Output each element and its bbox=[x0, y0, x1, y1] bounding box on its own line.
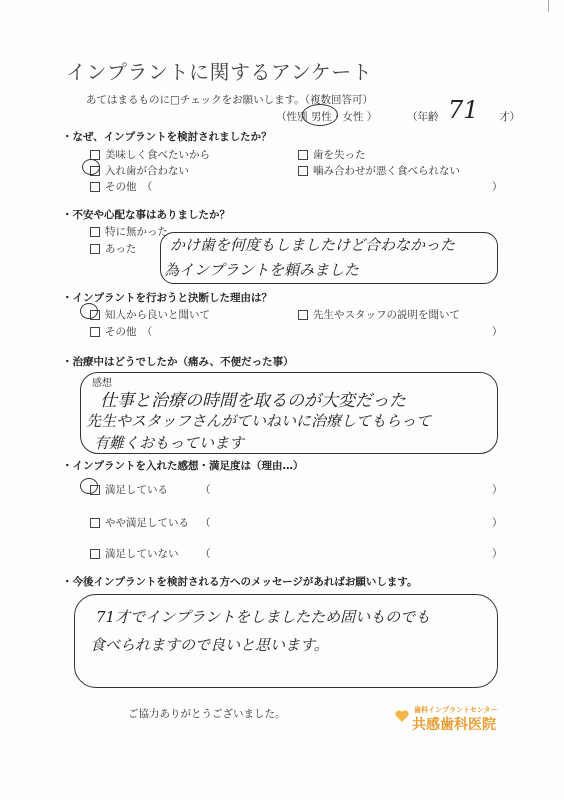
gender-separator: ・ bbox=[331, 111, 343, 123]
checkbox[interactable] bbox=[298, 150, 308, 160]
q5-option-somewhat[interactable] bbox=[90, 515, 189, 530]
q5-close-3: ） bbox=[492, 548, 503, 560]
checkbox[interactable] bbox=[90, 182, 100, 192]
q3-other-close: ） bbox=[492, 326, 503, 338]
q1-other-close: ） bbox=[492, 181, 503, 193]
option-label: 特に無かった bbox=[105, 226, 168, 238]
logo-name: 共感歯科医院 bbox=[412, 717, 496, 733]
age-label: （年齢 bbox=[407, 111, 439, 123]
checkbox[interactable] bbox=[298, 310, 308, 320]
q2-answer-line-2: 為インプラントを頼みました bbox=[164, 261, 360, 279]
instructions-text: あてはまるものに□チェックをお願いします。（複数回答可） bbox=[86, 94, 374, 106]
q1-option-bite[interactable] bbox=[298, 163, 460, 178]
checkbox[interactable] bbox=[90, 327, 100, 337]
q1-option-tasty[interactable] bbox=[90, 147, 210, 162]
heart-logo-icon bbox=[394, 708, 410, 724]
option-label: 満足していない bbox=[105, 548, 179, 560]
page-title: インプラントに関するアンケート bbox=[66, 60, 373, 84]
checkbox[interactable] bbox=[298, 166, 308, 176]
q3-option-acquaintance[interactable] bbox=[90, 307, 210, 322]
question-5: ・ インプラントを入れた感想・満足度は（理由…） bbox=[76, 458, 304, 473]
gender-male: 男性 bbox=[310, 111, 332, 123]
checkbox[interactable] bbox=[90, 549, 100, 559]
gender-female: 女性 bbox=[342, 111, 364, 123]
q5-open-2: （ bbox=[200, 517, 211, 529]
q5-satisfied-checked-ring bbox=[80, 478, 98, 494]
question-3: ・ インプラントを行おうと決断した理由は？ bbox=[76, 290, 272, 305]
q2-option-yes[interactable] bbox=[90, 241, 136, 256]
option-label: 入れ歯が合わない bbox=[105, 165, 189, 177]
q5-option-satisfied[interactable] bbox=[90, 482, 168, 497]
option-label: 噛み合わせが悪く食べられない bbox=[313, 165, 460, 177]
question-6: ・ 今後インプラントを検討される方へのメッセージがあればお願いします。 bbox=[76, 574, 418, 589]
q6-answer-line-2: 食べられますので良いと思います。 bbox=[90, 636, 329, 654]
q5-option-not-satisfied[interactable] bbox=[90, 546, 179, 561]
checkbox[interactable] bbox=[90, 244, 100, 254]
q4-answer-line-2: 先生やスタッフさんがていねいに治療してもらって bbox=[86, 412, 432, 430]
option-label: 知人から良いと聞いて bbox=[105, 309, 210, 321]
q1-option-denture[interactable] bbox=[90, 163, 189, 178]
option-label: その他 （ bbox=[105, 181, 153, 193]
logo-tagline: 歯科インプラントセンター bbox=[414, 706, 498, 714]
question-1: ・ なぜ、インプラントを検討されましたか？ bbox=[76, 129, 272, 144]
checkbox[interactable] bbox=[90, 227, 100, 237]
option-label: その他 （ bbox=[105, 326, 153, 338]
q5-close-2: ） bbox=[492, 517, 503, 529]
page-edge-mark bbox=[548, 0, 549, 12]
q3-option-other[interactable] bbox=[90, 324, 152, 339]
q1-denture-checked-ring bbox=[82, 159, 100, 175]
option-label: 歯を失った bbox=[313, 149, 366, 161]
q1-option-lost-tooth[interactable] bbox=[298, 147, 366, 162]
q4-label-impression: 感想 bbox=[92, 378, 112, 389]
q5-close-1: ） bbox=[492, 484, 503, 496]
age-unit: 才） bbox=[499, 111, 521, 123]
age-handwritten-value: 71 bbox=[448, 96, 479, 124]
option-label: あった bbox=[105, 243, 137, 255]
q1-option-other[interactable] bbox=[90, 179, 152, 194]
gender-label: （性別 bbox=[276, 111, 308, 123]
q4-answer-line-3: 有難くおもっています bbox=[94, 434, 245, 452]
q2-option-none[interactable] bbox=[90, 224, 168, 239]
question-2: ・ 不安や心配な事はありましたか？ bbox=[76, 207, 230, 222]
q3-acquaintance-checked-ring bbox=[80, 303, 98, 319]
q6-answer-line-1: 71才でインプラントをしましたため固いものでも bbox=[96, 608, 431, 626]
option-label: 満足している bbox=[105, 484, 168, 496]
q2-answer-line-1: かけ歯を何度もしましたけど合わなかった bbox=[170, 236, 456, 254]
thanks-text: ご協力ありがとうございました。 bbox=[128, 708, 286, 720]
q4-answer-line-1: 仕事と治療の時間を取るのが大変だった bbox=[100, 391, 406, 411]
male-selected-circle bbox=[302, 104, 338, 126]
checkbox[interactable] bbox=[90, 518, 100, 528]
q5-open-1: （ bbox=[200, 484, 211, 496]
gender-close: ） bbox=[366, 111, 378, 123]
option-label: 先生やスタッフの説明を聞いて bbox=[313, 309, 460, 321]
q5-open-3: （ bbox=[200, 548, 211, 560]
option-label: やや満足している bbox=[105, 517, 189, 529]
option-label: 美味しく食べたいから bbox=[105, 149, 210, 161]
question-4: ・ 治療中はどうでしたか（痛み、不便だった事） bbox=[76, 354, 294, 369]
q3-option-staff[interactable] bbox=[298, 307, 460, 322]
